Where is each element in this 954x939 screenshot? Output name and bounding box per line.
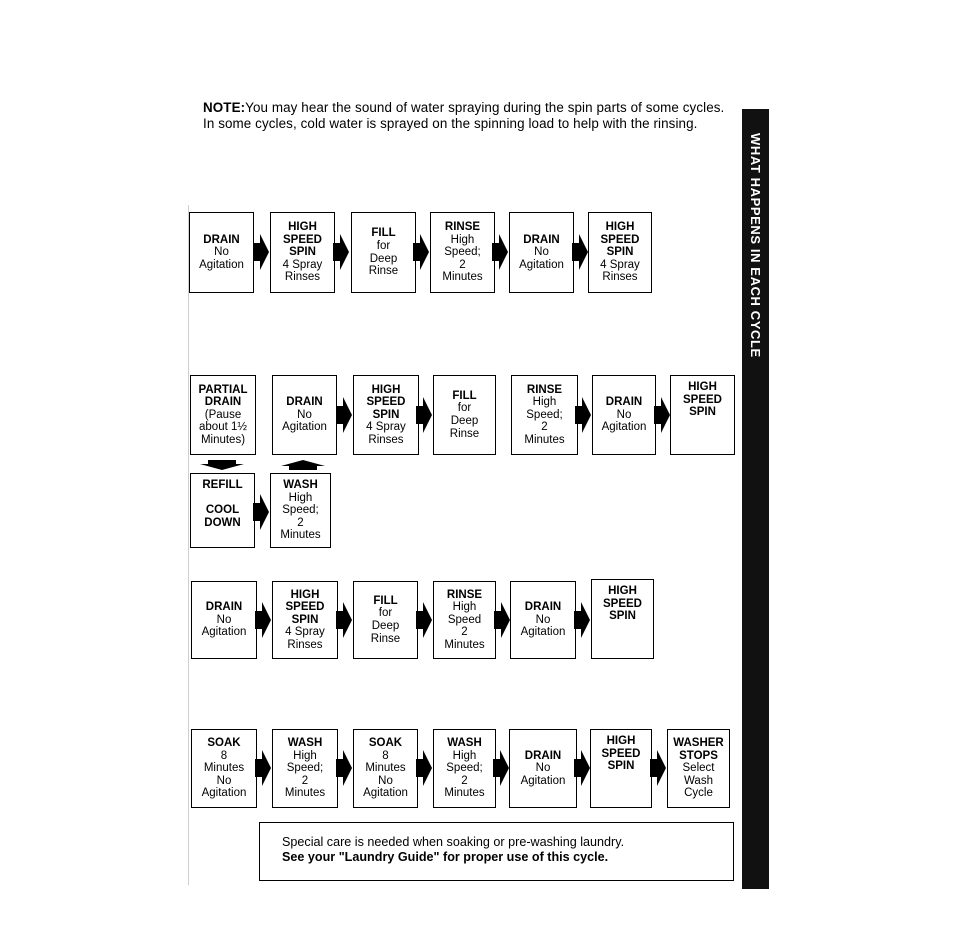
step-fill (433, 375, 496, 455)
step-high-speed-spin (670, 375, 735, 455)
step-detail: High Speed 2 Minutes (444, 601, 485, 651)
step-title: DRAIN (524, 601, 562, 614)
step-drain (189, 212, 254, 293)
step-drain (191, 581, 257, 659)
step-detail: High Speed; 2 Minutes (524, 396, 565, 446)
step-high-speed-spin (272, 581, 338, 659)
flow-arrow (343, 397, 352, 433)
step-detail: No Agitation (520, 613, 566, 639)
step-wash (270, 473, 331, 548)
step-rinse (433, 581, 496, 659)
down-arrow (200, 464, 244, 470)
flow-arrow (661, 397, 670, 433)
special-care-notice (259, 822, 734, 881)
step-detail: No Agitation (201, 613, 247, 639)
step-detail: 8 Minutes No Agitation (201, 749, 247, 800)
step-title: FILL (373, 594, 398, 607)
step-rinse (430, 212, 495, 293)
step-detail: No Agitation (519, 246, 564, 271)
flow-arrow (423, 750, 432, 786)
flow-arrow (420, 234, 429, 270)
step-title: DRAIN (286, 396, 323, 409)
side-tab-label: WHAT HAPPENS IN EACH CYCLE (748, 133, 763, 358)
flow-arrow (423, 397, 432, 433)
flow-arrow (343, 602, 352, 638)
step-title: HIGH SPEED SPIN (283, 221, 322, 259)
step-wash (272, 729, 338, 808)
step-detail: 4 Spray Rinses (600, 258, 640, 284)
flow-arrow (343, 750, 352, 786)
step-title: FILL (452, 389, 477, 402)
special-care-line-1: Special care is needed when soaking or pre-washing laundry. (282, 835, 625, 849)
step-detail: 4 Spray Rinses (285, 626, 325, 651)
step-partial-drain (190, 375, 256, 455)
flow-arrow (499, 234, 508, 270)
side-tab (742, 109, 769, 889)
step-detail: Select Wash Cycle (682, 762, 715, 800)
step-detail: High Speed; 2 Minutes (284, 749, 326, 800)
step-detail: 4 Spray Rinses (366, 421, 406, 446)
step-title: HIGH SPEED SPIN (601, 735, 641, 773)
step-drain (509, 212, 574, 293)
step-detail: (Pause about 1½ Minutes) (199, 408, 247, 446)
step-title: RINSE (444, 221, 481, 234)
step-title: RINSE (526, 383, 563, 396)
step-high-speed-spin (270, 212, 335, 293)
step-title: DRAIN (203, 233, 240, 246)
step-title: SOAK (368, 737, 403, 750)
step-title: SOAK (207, 737, 241, 750)
step-title: HIGH SPEED SPIN (600, 221, 640, 259)
step-title: DRAIN (605, 396, 643, 409)
flow-arrow (500, 750, 509, 786)
step-title: HIGH SPEED SPIN (683, 381, 722, 419)
step-drain (272, 375, 337, 455)
margin-rule (188, 205, 189, 885)
step-detail: 8 Minutes No Agitation (363, 749, 408, 800)
up-arrow (281, 460, 325, 466)
step-detail: High Speed; 2 Minutes (444, 749, 485, 800)
note-label: NOTE: (203, 100, 246, 115)
flow-arrow (657, 750, 666, 786)
step-title: FILL (371, 227, 396, 240)
step-title: WASHER STOPS (673, 737, 724, 762)
step-detail: 4 Spray Rinses (282, 258, 323, 284)
step-high-speed-spin (591, 579, 654, 659)
note-text: You may hear the sound of water spraying during the spin parts of some cycles. In some cycles, cold water is sprayed on the spinning load to help with the rinsing. (203, 100, 725, 131)
step-rinse (511, 375, 578, 455)
step-high-speed-spin (353, 375, 419, 455)
flow-arrow (581, 602, 590, 638)
step-detail: No Agitation (520, 762, 566, 787)
step-title: HIGH SPEED SPIN (603, 585, 642, 623)
step-drain (509, 729, 577, 808)
step-detail: for Deep Rinse (370, 607, 401, 645)
flow-arrow (260, 494, 269, 530)
flow-arrow (262, 750, 271, 786)
step-detail: High Speed; 2 Minutes (442, 233, 483, 284)
step-title: WASH (283, 479, 318, 492)
step-title: HIGH SPEED SPIN (366, 383, 406, 421)
flow-arrow (262, 602, 271, 638)
step-wash (433, 729, 496, 808)
step-title: RINSE (446, 588, 483, 601)
step-washer-stops (667, 729, 730, 808)
step-title: PARTIAL DRAIN (198, 383, 248, 409)
step-title: DRAIN (523, 233, 560, 246)
step-high-speed-spin (590, 729, 652, 808)
step-fill (353, 581, 418, 659)
step-detail: for Deep Rinse (368, 239, 399, 278)
flow-arrow (260, 234, 269, 270)
step-detail: No Agitation (199, 246, 244, 271)
step-detail: High Speed; 2 Minutes (280, 491, 321, 542)
flow-arrow (423, 602, 432, 638)
step-title: DRAIN (205, 601, 243, 614)
step-title: REFILL COOL DOWN (202, 479, 243, 529)
flow-arrow (501, 602, 510, 638)
step-soak (353, 729, 418, 808)
step-fill (351, 212, 416, 293)
step-detail: No Agitation (282, 408, 327, 434)
flow-arrow (340, 234, 349, 270)
flow-arrow (581, 750, 590, 786)
note-paragraph (203, 100, 733, 131)
step-soak (191, 729, 257, 808)
step-drain (510, 581, 576, 659)
special-care-line-2: See your "Laundry Guide" for proper use of this cycle. (282, 850, 609, 864)
step-title: WASH (447, 737, 482, 750)
flow-arrow (582, 397, 591, 433)
step-title: WASH (287, 737, 323, 750)
step-drain (592, 375, 656, 455)
flow-arrow (579, 234, 588, 270)
step-title: DRAIN (524, 749, 562, 762)
step-title: HIGH SPEED SPIN (285, 588, 325, 626)
step-high-speed-spin (588, 212, 652, 293)
step-detail: No Agitation (601, 408, 647, 434)
step-detail: for Deep Rinse (449, 402, 480, 440)
step-refill-cool-down (190, 473, 255, 548)
